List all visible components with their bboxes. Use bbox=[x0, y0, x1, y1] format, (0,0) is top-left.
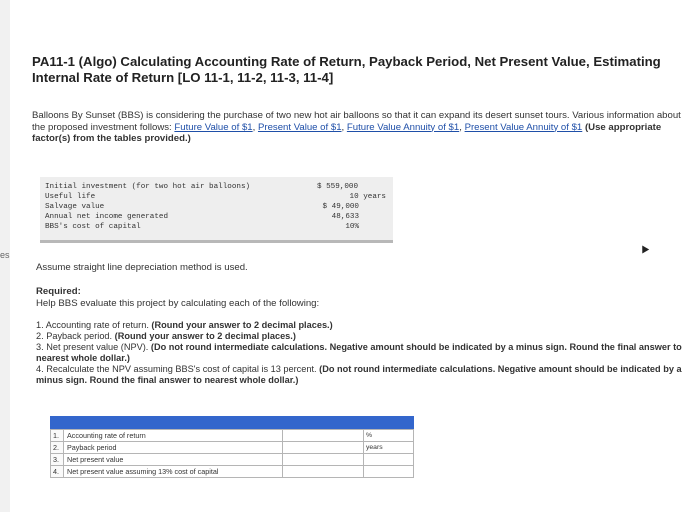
unit-label bbox=[364, 454, 414, 466]
data-value: $ 559,000 bbox=[316, 183, 358, 191]
data-label: BBS's cost of capital bbox=[45, 223, 141, 231]
npv-input[interactable] bbox=[283, 455, 361, 465]
data-label: Useful life bbox=[45, 193, 96, 201]
data-value: 48,633 bbox=[331, 213, 359, 221]
row-label: Accounting rate of return bbox=[64, 430, 283, 442]
data-value: 10 years bbox=[349, 193, 386, 201]
problem-intro: Balloons By Sunset (BBS) is considering the purchase of two new hot air balloons so that it can expand its desert sunset tours. Various information about the proposed investment follows: Future Value of $1, Present Value of $1, Future Value Annuity of $1, Present Value Annuity of $1 (Use appropriate factor(s) from the tables provided.) bbox=[32, 110, 681, 144]
answer-input-cell bbox=[283, 430, 364, 442]
link-future-value[interactable]: Future Value of $1 bbox=[174, 121, 253, 133]
investment-data-table bbox=[40, 177, 393, 243]
data-label: Salvage value bbox=[45, 203, 105, 211]
required-heading: Required: bbox=[36, 286, 81, 297]
answer-input-cell bbox=[283, 442, 364, 454]
npv-13-input[interactable] bbox=[283, 467, 361, 477]
row-number: 1. bbox=[51, 430, 64, 442]
required-section bbox=[36, 286, 686, 309]
intro-instruction: (Use appropriate factor(s) from the tables provided.) bbox=[32, 121, 662, 144]
mouse-cursor-icon bbox=[639, 243, 649, 253]
step-item: 4. Recalculate the NPV assuming BBS's cost of capital is 13 percent. (Do not round intermediate calculations. Negative amount should be indicated by a minus sign. Round the final answer to nearest whole dollar.) bbox=[36, 364, 682, 385]
problem-title: PA11-1 (Algo) Calculating Accounting Rate of Return, Payback Period, Net Present Value, Estimating Internal Rate of Return [LO 11-1, 11-2, 11-3, 11-4] bbox=[32, 54, 661, 85]
data-value: 10% bbox=[345, 223, 359, 231]
row-number: 3. bbox=[51, 454, 64, 466]
row-number: 2. bbox=[51, 442, 64, 454]
answer-input-cell bbox=[283, 454, 364, 466]
data-row bbox=[45, 192, 390, 202]
data-row bbox=[45, 202, 390, 212]
data-row bbox=[45, 182, 390, 192]
link-present-value[interactable]: Present Value of $1 bbox=[257, 121, 342, 133]
row-label: Payback period bbox=[64, 442, 283, 454]
unit-label bbox=[364, 466, 414, 478]
row-label: Net present value assuming 13% cost of capital bbox=[64, 466, 283, 478]
accounting-rate-input[interactable] bbox=[283, 431, 361, 441]
table-row bbox=[51, 430, 414, 442]
row-label: Net present value bbox=[64, 454, 283, 466]
side-tab-label: es bbox=[0, 250, 10, 260]
step-item: 3. Net present value (NPV). (Do not round intermediate calculations. Negative amount should be indicated by a minus sign. Round the final answer to nearest whole dollar.) bbox=[36, 342, 682, 363]
table-row bbox=[51, 454, 414, 466]
data-label: Annual net income generated bbox=[45, 213, 169, 221]
step-item: 2. Payback period. (Round your answer to 2 decimal places.) bbox=[36, 331, 296, 341]
unit-label: % bbox=[364, 430, 414, 442]
required-steps bbox=[36, 320, 686, 386]
required-text: Help BBS evaluate this project by calculating each of the following: bbox=[36, 297, 320, 309]
data-row bbox=[45, 212, 390, 222]
data-label: Initial investment (for two hot air balloons) bbox=[45, 183, 251, 191]
assumption-text: Assume straight line depreciation method is used. bbox=[36, 262, 248, 273]
answer-input-cell bbox=[283, 466, 364, 478]
data-row bbox=[45, 222, 390, 232]
link-present-value-annuity[interactable]: Present Value Annuity of $1 bbox=[464, 121, 583, 133]
step-item: 1. Accounting rate of return. (Round your answer to 2 decimal places.) bbox=[36, 320, 333, 330]
unit-label: years bbox=[364, 442, 414, 454]
table-row bbox=[51, 442, 414, 454]
payback-period-input[interactable] bbox=[283, 443, 361, 453]
answer-table bbox=[50, 416, 414, 478]
question-page bbox=[10, 0, 700, 512]
link-future-value-annuity[interactable]: Future Value Annuity of $1 bbox=[346, 121, 460, 133]
row-number: 4. bbox=[51, 466, 64, 478]
data-value: $ 49,000 bbox=[322, 203, 359, 211]
answer-table-header bbox=[50, 416, 414, 429]
intro-text: Balloons By Sunset (BBS) is considering the purchase of two new hot air balloons so that it can expand its desert sunset tours. Various information about the proposed investment follows: bbox=[32, 110, 681, 133]
table-row bbox=[51, 466, 414, 478]
